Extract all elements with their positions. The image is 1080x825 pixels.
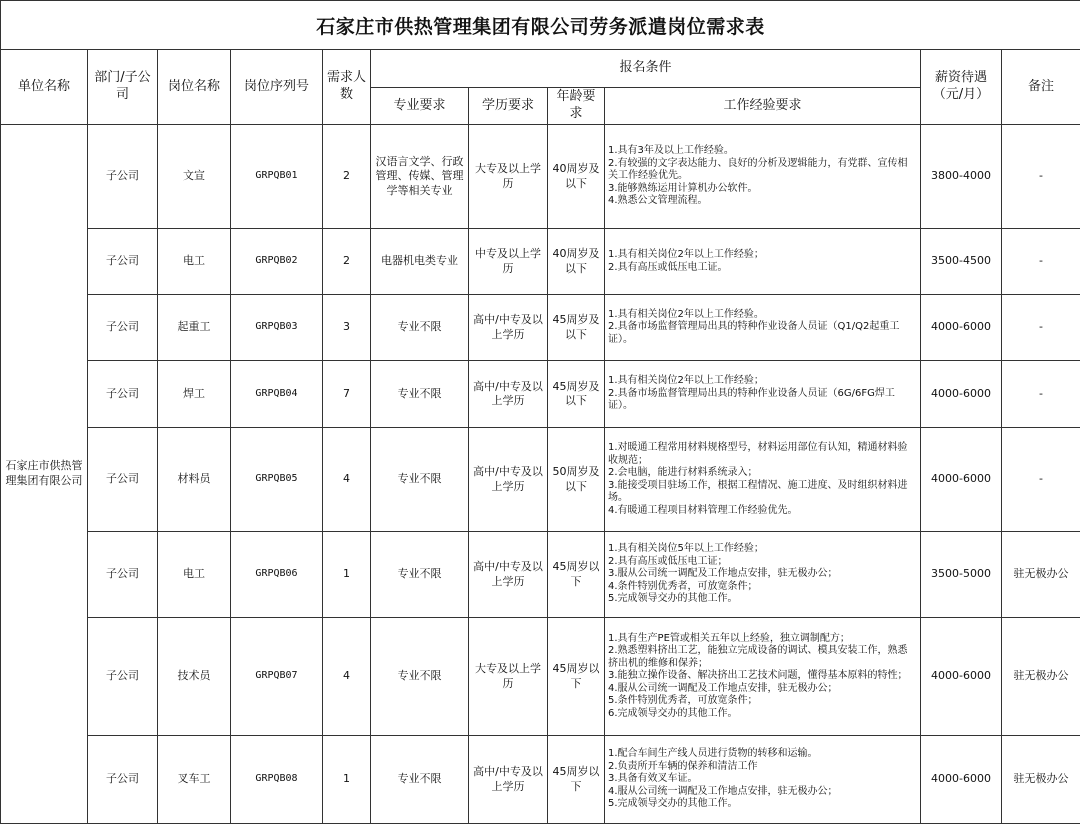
dept-cell: 子公司 xyxy=(88,361,158,428)
exp-line: 1.具有相关岗位2年以上工作经验； xyxy=(608,249,764,260)
code-cell: GRPQB04 xyxy=(231,361,323,428)
code-cell: GRPQB07 xyxy=(231,618,323,736)
salary-cell: 4000-6000 xyxy=(921,361,1002,428)
dept-cell: 子公司 xyxy=(88,229,158,295)
exp-line: 1.具有生产PE管或相关五年以上经验，独立调制配方； xyxy=(608,632,850,644)
dept-cell: 子公司 xyxy=(88,428,158,532)
exp-line: 3.服从公司统一调配及工作地点安排，驻无极办公； xyxy=(608,568,838,580)
header-note: 备注 xyxy=(1002,50,1080,125)
note-cell: 驻无极办公 xyxy=(1002,532,1080,618)
note-cell: - xyxy=(1002,361,1080,428)
post-cell: 电工 xyxy=(158,229,231,295)
exp-line: 3.具备有效叉车证。 xyxy=(608,773,698,785)
dept-cell: 子公司 xyxy=(88,125,158,229)
dept-cell: 子公司 xyxy=(88,618,158,736)
edu-cell: 高中/中专及以上学历 xyxy=(469,428,548,532)
exp-cell xyxy=(605,532,921,618)
exp-line: 5.完成领导交办的其他工作。 xyxy=(608,593,738,605)
exp-line: 1.具有相关岗位2年以上工作经验； xyxy=(608,375,764,387)
code-cell: GRPQB06 xyxy=(231,532,323,618)
salary-cell: 3500-4500 xyxy=(921,229,1002,295)
exp-line: 2.会电脑，能进行材料系统录入； xyxy=(608,467,758,478)
header-dept: 部门/子公司 xyxy=(88,50,158,125)
exp-line: 5.条件特别优秀者，可放宽条件； xyxy=(608,695,758,707)
header-exp: 工作经验要求 xyxy=(605,88,921,125)
exp-line: 2.具有高压或低压电工证。 xyxy=(608,261,728,273)
exp-cell xyxy=(605,618,921,736)
exp-line: 2.负责所开车辆的保养和清洁工作 xyxy=(608,760,758,772)
salary-cell: 4000-6000 xyxy=(921,428,1002,532)
edu-cell: 高中/中专及以上学历 xyxy=(469,532,548,618)
note-cell: 驻无极办公 xyxy=(1002,618,1080,736)
exp-line: 1.具有相关岗位5年以上工作经验； xyxy=(608,543,764,555)
exp-cell xyxy=(605,361,921,428)
table-row xyxy=(1,532,1080,618)
major-cell: 专业不限 xyxy=(371,618,469,736)
exp-line: 1.对暖通工程常用材料规格型号，材料运用部位有认知，精通材料验收规范； xyxy=(608,442,908,466)
post-cell: 电工 xyxy=(158,532,231,618)
header-unit: 单位名称 xyxy=(1,50,88,125)
note-cell: 驻无极办公 xyxy=(1002,736,1080,824)
edu-cell: 高中/中专及以上学历 xyxy=(469,361,548,428)
age-cell: 45周岁及以下 xyxy=(548,295,605,361)
exp-line: 3.能够熟练运用计算机办公软件。 xyxy=(608,182,758,194)
major-cell: 专业不限 xyxy=(371,361,469,428)
age-cell: 45周岁以下 xyxy=(548,618,605,736)
exp-line: 4.服从公司统一调配及工作地点安排，驻无极办公； xyxy=(608,682,838,694)
table-title: 石家庄市供热管理集团有限公司劳务派遣岗位需求表 xyxy=(1,1,1080,50)
exp-line: 1.具有3年及以上工作经验。 xyxy=(608,145,734,157)
major-cell: 专业不限 xyxy=(371,532,469,618)
note-cell: - xyxy=(1002,295,1080,361)
dept-cell: 子公司 xyxy=(88,736,158,824)
dept-cell: 子公司 xyxy=(88,295,158,361)
edu-cell: 高中/中专及以上学历 xyxy=(469,295,548,361)
exp-line: 1.具有相关岗位2年以上工作经验。 xyxy=(608,308,764,320)
table-row xyxy=(1,618,1080,736)
post-cell: 叉车工 xyxy=(158,736,231,824)
exp-line: 2.有较强的文字表达能力、良好的分析及逻辑能力，有党群、宣传相关工作经验优先。 xyxy=(608,157,908,182)
major-cell: 专业不限 xyxy=(371,295,469,361)
exp-line: 1.配合车间生产线人员进行货物的转移和运输。 xyxy=(608,748,818,760)
exp-cell xyxy=(605,736,921,824)
major-cell: 电器机电类专业 xyxy=(371,229,469,295)
major-cell: 专业不限 xyxy=(371,736,469,824)
exp-line: 3.能接受项目驻场工作，根据工程情况、施工进度、及时组织材料进场。 xyxy=(608,479,908,503)
count-cell: 1 xyxy=(323,532,371,618)
age-cell: 45周岁以下 xyxy=(548,532,605,618)
count-cell: 3 xyxy=(323,295,371,361)
salary-cell: 4000-6000 xyxy=(921,618,1002,736)
exp-line: 2.熟悉塑料挤出工艺，能独立完成设备的调试、模具安装工作，熟悉挤出机的维修和保养； xyxy=(608,645,908,669)
table-row xyxy=(1,295,1080,361)
table-row xyxy=(1,428,1080,532)
salary-cell: 4000-6000 xyxy=(921,736,1002,824)
count-cell: 2 xyxy=(323,229,371,295)
major-cell: 汉语言文学、行政管理、传媒、管理学等相关专业 xyxy=(371,125,469,229)
table-row xyxy=(1,736,1080,824)
exp-line: 6.完成领导交办的其他工作。 xyxy=(608,707,738,719)
age-cell: 45周岁及以下 xyxy=(548,361,605,428)
exp-cell xyxy=(605,295,921,361)
exp-line: 2.具备市场监督管理局出具的特种作业设备人员证（Q1/Q2起重工证）。 xyxy=(608,321,900,345)
code-cell: GRPQB03 xyxy=(231,295,323,361)
post-cell: 技术员 xyxy=(158,618,231,736)
table-row xyxy=(1,361,1080,428)
exp-cell xyxy=(605,428,921,532)
count-cell: 7 xyxy=(323,361,371,428)
salary-cell: 3500-5000 xyxy=(921,532,1002,618)
edu-cell: 大专及以上学历 xyxy=(469,125,548,229)
salary-cell: 4000-6000 xyxy=(921,295,1002,361)
age-cell: 40周岁及以下 xyxy=(548,229,605,295)
exp-cell xyxy=(605,125,921,229)
exp-cell xyxy=(605,229,921,295)
header-age: 年龄要求 xyxy=(548,88,605,125)
count-cell: 4 xyxy=(323,428,371,532)
header-major: 专业要求 xyxy=(371,88,469,125)
exp-line: 4.有暖通工程项目材料管理工作经验优先。 xyxy=(608,504,798,516)
header-code: 岗位序列号 xyxy=(231,50,323,125)
post-cell: 焊工 xyxy=(158,361,231,428)
note-cell: - xyxy=(1002,125,1080,229)
header-edu: 学历要求 xyxy=(469,88,548,125)
dept-cell: 子公司 xyxy=(88,532,158,618)
age-cell: 40周岁及以下 xyxy=(548,125,605,229)
salary-cell: 3800-4000 xyxy=(921,125,1002,229)
code-cell: GRPQB08 xyxy=(231,736,323,824)
table-row xyxy=(1,229,1080,295)
edu-cell: 高中/中专及以上学历 xyxy=(469,736,548,824)
code-cell: GRPQB05 xyxy=(231,428,323,532)
header-conditions: 报名条件 xyxy=(371,50,921,88)
header-post: 岗位名称 xyxy=(158,50,231,125)
exp-line: 4.条件特别优秀者，可放宽条件； xyxy=(608,580,758,592)
unit-name-cell: 石家庄市供热管理集团有限公司 xyxy=(1,125,88,824)
note-cell: - xyxy=(1002,229,1080,295)
edu-cell: 中专及以上学历 xyxy=(469,229,548,295)
exp-line: 3.能独立操作设备、解决挤出工艺技术问题，懂得基本原料的特性； xyxy=(608,670,908,682)
post-cell: 起重工 xyxy=(158,295,231,361)
table-row xyxy=(1,125,1080,229)
age-cell: 50周岁及以下 xyxy=(548,428,605,532)
post-cell: 材料员 xyxy=(158,428,231,532)
header-count: 需求人数 xyxy=(323,50,371,125)
exp-line: 2.具有高压或低压电工证； xyxy=(608,555,728,567)
exp-line: 4.服从公司统一调配及工作地点安排，驻无极办公； xyxy=(608,785,838,797)
edu-cell: 大专及以上学历 xyxy=(469,618,548,736)
header-salary: 薪资待遇（元/月） xyxy=(921,50,1002,125)
exp-line: 5.完成领导交办的其他工作。 xyxy=(608,798,738,810)
age-cell: 45周岁以下 xyxy=(548,736,605,824)
major-cell: 专业不限 xyxy=(371,428,469,532)
count-cell: 1 xyxy=(323,736,371,824)
note-cell: - xyxy=(1002,428,1080,532)
code-cell: GRPQB01 xyxy=(231,125,323,229)
count-cell: 2 xyxy=(323,125,371,229)
post-cell: 文宣 xyxy=(158,125,231,229)
exp-line: 4.熟悉公文管理流程。 xyxy=(608,195,708,207)
count-cell: 4 xyxy=(323,618,371,736)
code-cell: GRPQB02 xyxy=(231,229,323,295)
exp-line: 2.具备市场监督管理局出具的特种作业设备人员证（6G/6FG焊工证）。 xyxy=(608,387,895,412)
